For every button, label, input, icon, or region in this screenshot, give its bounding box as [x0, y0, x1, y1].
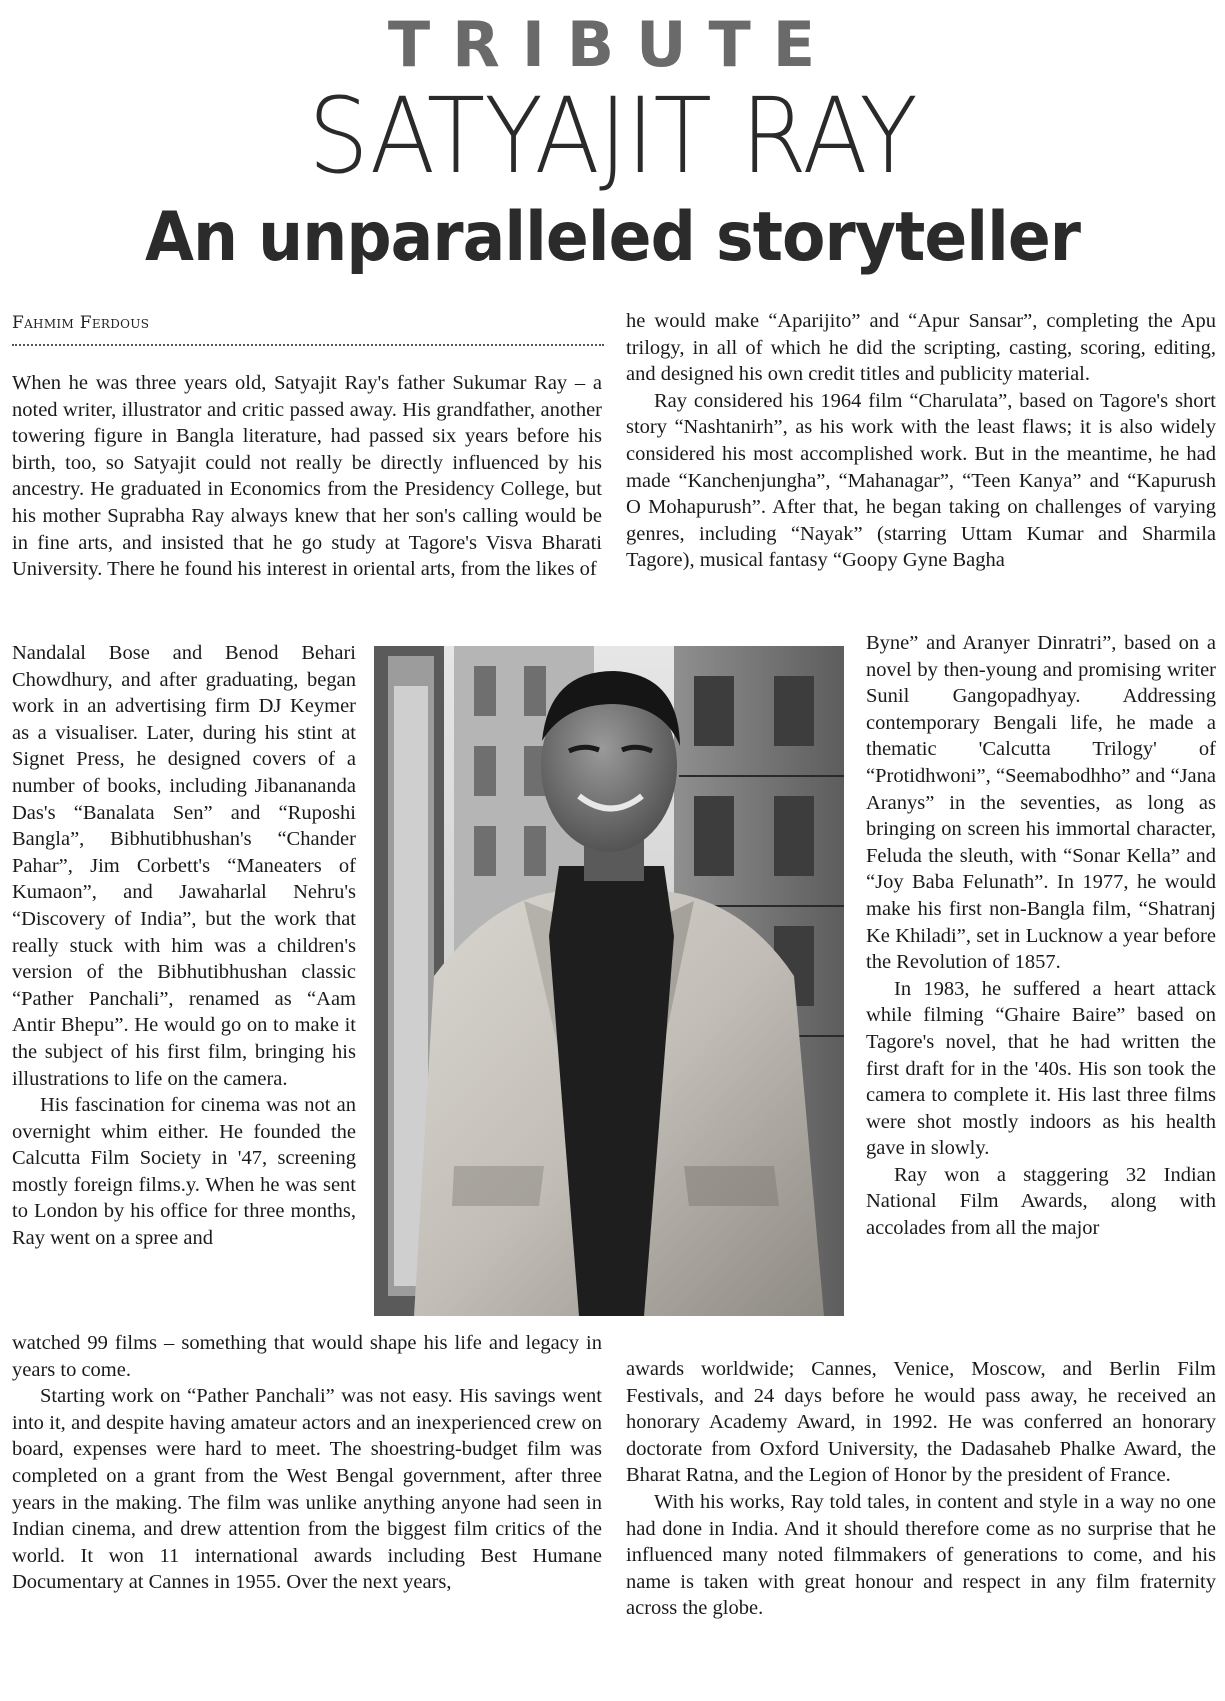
- paragraph: Nandalal Bose and Benod Behari Chowdhury, and after graduating, began work in an advertising firm DJ Keymer as a visualiser. Later, during his stint at Signet Press, he designed covers of a number of books, including Jibanananda Das's “Banalata Sen” and “Ruposhi Bangla”, Bibhutibhushan's “Chander Pahar”, Jim Corbett's “Maneaters of Kumaon”, and Jawaharlal Nehru's “Discovery of India”, but the work that really stuck with him was a children's version of the Bibhutibhushan classic “Pather Panchali”, renamed as “Aam Antir Bhepu”. He would go on to make it the subject of his first film, bringing his illustrations to life on the camera.: [12, 642, 356, 1090]
- paragraph: His fascination for cinema was not an overnight whim either. He founded the Calcutta Film Society in '47, screening mostly foreign films.y. When he was sent to London by his office for three months, Ray went on a spree and: [12, 1094, 356, 1250]
- left-column-top: [12, 370, 602, 583]
- right-column-bottom: [626, 1356, 1216, 1622]
- article-headline: An unparalleled storyteller: [144, 198, 1081, 277]
- paragraph: With his works, Ray told tales, in content and style in a way no one had done in India. And it should therefore come as no surprise that he influenced many noted filmmakers of generations to come, and his name is taken with great honour and respect in any film fraternity across the globe.: [626, 1490, 1216, 1620]
- byline-divider: [12, 344, 604, 346]
- paragraph: Byne” and Aranyer Dinratri”, based on a novel by then-young and promising writer Sunil Gangopadhyay. Addressing contemporary Bengali life, he made a thematic 'Calcutta Trilogy' of “Protidhwoni”, “Seemabodhho” and “Jana Aranys” in the seventies, as long as bringing on screen his immortal character, Feluda the sleuth, with “Sonar Kella” and “Joy Baba Felunath”. In 1977, he would make his first non-Bangla film, “Shatranj Ke Khiladi”, set in Lucknow a year before the Revolution of 1857.: [866, 632, 1216, 974]
- paragraph: watched 99 films – something that would shape his life and legacy in years to come.: [12, 1332, 602, 1381]
- portrait-photo: [374, 646, 844, 1316]
- paragraph: he would make “Aparijito” and “Apur Sansar”, completing the Apu trilogy, in all of which he did the scripting, casting, scoring, editing, and designed his own credit titles and publicity material.: [626, 310, 1216, 386]
- paragraph: awards worldwide; Cannes, Venice, Moscow, and Berlin Film Festivals, and 24 days before he would pass away, he received an honorary Academy Award, in 1992. He was conferred an honorary doctorate from Oxford University, the Dadasaheb Phalke Award, the Bharat Ratna, and the Legion of Honor by the president of France.: [626, 1358, 1216, 1487]
- paragraph: In 1983, he suffered a heart attack while filming “Ghaire Baire” based on Tagore's novel, that he had written the first draft for in the '40s. His son took the camera to complete it. His last three films were shot mostly indoors as his health gave in slowly.: [866, 977, 1216, 1160]
- paragraph: When he was three years old, Satyajit Ray's father Sukumar Ray – a noted writer, illustrator and critic passed away. His grandfather, another towering figure in Bangla literature, had passed six years before his birth, too, so Satyajit could not really be directly influenced by his ancestry. He graduated in Economics from the Presidency College, but his mother Suprabha Ray always knew that her son's calling would be in fine arts, and insisted that he go study at Tagore's Visva Bharati University. There he found his interest in oriental arts, from the likes of: [12, 372, 602, 581]
- right-column-top: [626, 308, 1216, 574]
- left-column-bottom: [12, 1330, 602, 1596]
- paragraph: Starting work on “Pather Panchali” was not easy. His savings went into it, and despite having amateur actors and an inexperienced crew on board, expenses were hard to meet. The shoestring-budget film was completed on a grant from the West Bengal government, after three years in the making. The film was unlike anything anyone had seen in Indian cinema, and drew attention from the biggest film critics of the world. It won 11 international awards including Best Humane Documentary at Cannes in 1955. Over the next years,: [12, 1385, 602, 1594]
- section-kicker: TRIBUTE: [387, 8, 838, 81]
- subject-name: SATYAJIT RAY: [308, 75, 917, 197]
- paragraph: Ray won a staggering 32 Indian National Film Awards, along with accolades from all the major: [866, 1163, 1216, 1240]
- right-column-narrow: [866, 630, 1216, 1242]
- left-column-narrow: [12, 640, 356, 1252]
- paragraph: Ray considered his 1964 film “Charulata”, based on Tagore's short story “Nashtanirh”, as his work with the least flaws; it is also widely considered his most accomplished work. But in the meantime, he had made “Kanchenjungha”, “Mahanagar”, “Teen Kanya” and “Kapurush O Mohapurush”. After that, he began taking on challenges of varying genres, including “Nayak” (starring Uttam Kumar and Sharmila Tagore), musical fantasy “Goopy Gyne Bagha: [626, 389, 1216, 572]
- author-byline: Fahmim Ferdous: [12, 313, 150, 333]
